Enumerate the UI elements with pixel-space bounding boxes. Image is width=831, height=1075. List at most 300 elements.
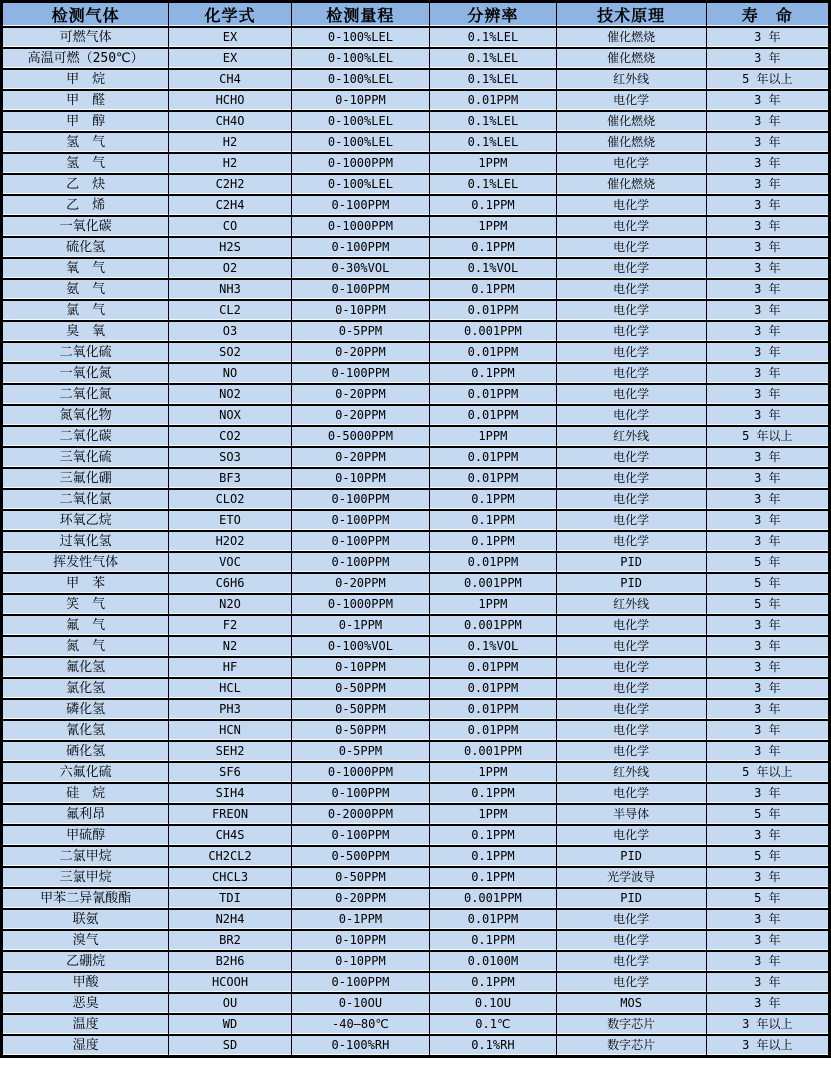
range-cell: 0-10PPM [291, 300, 429, 321]
lifespan-cell: 3 年以上 [706, 1014, 829, 1035]
principle-cell: 催化燃烧 [556, 132, 706, 153]
formula-cell: ETO [169, 510, 292, 531]
range-cell: 0-10PPM [291, 468, 429, 489]
table-row [2, 615, 830, 636]
gas-name-cell: 高温可燃（250℃） [2, 48, 169, 69]
gas-name-cell: 湿度 [2, 1035, 169, 1057]
table-row [2, 447, 830, 468]
range-cell: 0-1000PPM [291, 216, 429, 237]
lifespan-cell: 3 年 [706, 132, 829, 153]
lifespan-cell: 5 年以上 [706, 762, 829, 783]
principle-cell: PID [556, 888, 706, 909]
gas-name-cell: 一氧化碳 [2, 216, 169, 237]
formula-cell: O2 [169, 258, 292, 279]
gas-name-cell: 过氧化氢 [2, 531, 169, 552]
resolution-cell: 0.01PPM [430, 657, 557, 678]
range-cell: 0-2000PPM [291, 804, 429, 825]
resolution-cell: 0.1%LEL [430, 69, 557, 90]
gas-name-cell: 联氨 [2, 909, 169, 930]
principle-cell: 电化学 [556, 909, 706, 930]
formula-cell: TDI [169, 888, 292, 909]
gas-name-cell: 氯 气 [2, 300, 169, 321]
lifespan-cell: 3 年 [706, 993, 829, 1014]
formula-cell: H2 [169, 132, 292, 153]
table-row [2, 384, 830, 405]
table-row [2, 342, 830, 363]
resolution-cell: 1PPM [430, 426, 557, 447]
table-row [2, 762, 830, 783]
lifespan-cell: 5 年 [706, 804, 829, 825]
lifespan-cell: 3 年 [706, 405, 829, 426]
lifespan-cell: 3 年 [706, 951, 829, 972]
lifespan-cell: 3 年 [706, 174, 829, 195]
range-cell: 0-50PPM [291, 867, 429, 888]
formula-cell: NH3 [169, 279, 292, 300]
formula-cell: CH4S [169, 825, 292, 846]
resolution-cell: 0.1%VOL [430, 636, 557, 657]
principle-cell: 电化学 [556, 825, 706, 846]
resolution-cell: 0.1PPM [430, 972, 557, 993]
resolution-cell: 0.01PPM [430, 678, 557, 699]
column-header-resolution: 分辨率 [430, 2, 557, 28]
range-cell: 0-1000PPM [291, 594, 429, 615]
lifespan-cell: 3 年 [706, 90, 829, 111]
gas-name-cell: 乙 烯 [2, 195, 169, 216]
table-row [2, 699, 830, 720]
table-row [2, 930, 830, 951]
gas-name-cell: 甲酸 [2, 972, 169, 993]
table-row [2, 258, 830, 279]
principle-cell: 电化学 [556, 153, 706, 174]
principle-cell: 红外线 [556, 762, 706, 783]
principle-cell: 电化学 [556, 699, 706, 720]
lifespan-cell: 3 年 [706, 867, 829, 888]
lifespan-cell: 3 年 [706, 909, 829, 930]
range-cell: 0-100PPM [291, 195, 429, 216]
formula-cell: CH4 [169, 69, 292, 90]
table-row [2, 216, 830, 237]
range-cell: 0-20PPM [291, 573, 429, 594]
range-cell: 0-50PPM [291, 678, 429, 699]
range-cell: 0-1PPM [291, 615, 429, 636]
resolution-cell: 0.01PPM [430, 384, 557, 405]
range-cell: 0-100PPM [291, 510, 429, 531]
gas-name-cell: 可燃气体 [2, 27, 169, 48]
resolution-cell: 0.01PPM [430, 699, 557, 720]
range-cell: 0-20PPM [291, 342, 429, 363]
resolution-cell: 0.1PPM [430, 531, 557, 552]
lifespan-cell: 3 年 [706, 384, 829, 405]
formula-cell: BR2 [169, 930, 292, 951]
table-row [2, 132, 830, 153]
principle-cell: 电化学 [556, 363, 706, 384]
formula-cell: H2S [169, 237, 292, 258]
table-row [2, 90, 830, 111]
table-row [2, 972, 830, 993]
lifespan-cell: 3 年 [706, 510, 829, 531]
resolution-cell: 0.1PPM [430, 867, 557, 888]
lifespan-cell: 3 年 [706, 678, 829, 699]
formula-cell: C2H4 [169, 195, 292, 216]
formula-cell: EX [169, 48, 292, 69]
principle-cell: 电化学 [556, 468, 706, 489]
gas-name-cell: 乙 炔 [2, 174, 169, 195]
gas-name-cell: 二氧化氮 [2, 384, 169, 405]
gas-name-cell: 甲 苯 [2, 573, 169, 594]
principle-cell: 电化学 [556, 510, 706, 531]
lifespan-cell: 3 年 [706, 741, 829, 762]
lifespan-cell: 3 年 [706, 720, 829, 741]
resolution-cell: 1PPM [430, 762, 557, 783]
column-header-gas-name: 检测气体 [2, 2, 169, 28]
resolution-cell: 0.001PPM [430, 888, 557, 909]
formula-cell: CO [169, 216, 292, 237]
lifespan-cell: 3 年 [706, 489, 829, 510]
principle-cell: 红外线 [556, 594, 706, 615]
range-cell: 0-1PPM [291, 909, 429, 930]
formula-cell: CLO2 [169, 489, 292, 510]
resolution-cell: 0.1%LEL [430, 27, 557, 48]
gas-name-cell: 氧 气 [2, 258, 169, 279]
principle-cell: 电化学 [556, 195, 706, 216]
formula-cell: N2H4 [169, 909, 292, 930]
resolution-cell: 0.01PPM [430, 468, 557, 489]
lifespan-cell: 5 年 [706, 594, 829, 615]
table-row [2, 321, 830, 342]
principle-cell: 催化燃烧 [556, 48, 706, 69]
lifespan-cell: 3 年 [706, 321, 829, 342]
range-cell: 0-30%VOL [291, 258, 429, 279]
formula-cell: H2 [169, 153, 292, 174]
formula-cell: CH2CL2 [169, 846, 292, 867]
gas-name-cell: 氰化氢 [2, 720, 169, 741]
table-row [2, 594, 830, 615]
header-row [2, 2, 830, 28]
lifespan-cell: 3 年 [706, 825, 829, 846]
range-cell: 0-10PPM [291, 930, 429, 951]
gas-name-cell: 氟 气 [2, 615, 169, 636]
principle-cell: 电化学 [556, 342, 706, 363]
principle-cell: 光学波导 [556, 867, 706, 888]
gas-name-cell: 乙硼烷 [2, 951, 169, 972]
lifespan-cell: 3 年 [706, 279, 829, 300]
table-row [2, 489, 830, 510]
lifespan-cell: 5 年 [706, 846, 829, 867]
gas-name-cell: 氮氧化物 [2, 405, 169, 426]
range-cell: 0-20PPM [291, 405, 429, 426]
lifespan-cell: 3 年 [706, 447, 829, 468]
range-cell: 0-100PPM [291, 552, 429, 573]
range-cell: 0-1000PPM [291, 762, 429, 783]
gas-name-cell: 硒化氢 [2, 741, 169, 762]
formula-cell: CL2 [169, 300, 292, 321]
table-row [2, 195, 830, 216]
resolution-cell: 0.1PPM [430, 489, 557, 510]
resolution-cell: 0.01PPM [430, 447, 557, 468]
resolution-cell: 0.1%LEL [430, 174, 557, 195]
gas-name-cell: 二氧化碳 [2, 426, 169, 447]
resolution-cell: 0.01PPM [430, 909, 557, 930]
principle-cell: 电化学 [556, 405, 706, 426]
range-cell: 0-10PPM [291, 951, 429, 972]
range-cell: 0-20PPM [291, 384, 429, 405]
gas-name-cell: 温度 [2, 1014, 169, 1035]
range-cell: 0-100PPM [291, 237, 429, 258]
formula-cell: NOX [169, 405, 292, 426]
table-row [2, 867, 830, 888]
principle-cell: 电化学 [556, 216, 706, 237]
table-row [2, 1035, 830, 1057]
range-cell: 0-5PPM [291, 321, 429, 342]
resolution-cell: 0.1PPM [430, 783, 557, 804]
table-row [2, 363, 830, 384]
lifespan-cell: 3 年 [706, 531, 829, 552]
resolution-cell: 0.1%LEL [430, 111, 557, 132]
lifespan-cell: 3 年 [706, 636, 829, 657]
range-cell: 0-20PPM [291, 447, 429, 468]
resolution-cell: 0.1℃ [430, 1014, 557, 1035]
formula-cell: F2 [169, 615, 292, 636]
gas-name-cell: 氨 气 [2, 279, 169, 300]
resolution-cell: 0.001PPM [430, 741, 557, 762]
formula-cell: HF [169, 657, 292, 678]
range-cell: 0-100PPM [291, 279, 429, 300]
resolution-cell: 0.1PPM [430, 195, 557, 216]
principle-cell: PID [556, 573, 706, 594]
gas-name-cell: 六氟化硫 [2, 762, 169, 783]
gas-name-cell: 氮 气 [2, 636, 169, 657]
table-row [2, 552, 830, 573]
gas-name-cell: 甲硫醇 [2, 825, 169, 846]
principle-cell: 红外线 [556, 426, 706, 447]
table-row [2, 993, 830, 1014]
principle-cell: 电化学 [556, 678, 706, 699]
gas-name-cell: 环氧乙烷 [2, 510, 169, 531]
table-row [2, 951, 830, 972]
principle-cell: 电化学 [556, 741, 706, 762]
formula-cell: N2O [169, 594, 292, 615]
formula-cell: C2H2 [169, 174, 292, 195]
gas-name-cell: 甲苯二异氰酸酯 [2, 888, 169, 909]
resolution-cell: 0.1PPM [430, 363, 557, 384]
formula-cell: WD [169, 1014, 292, 1035]
range-cell: 0-100PPM [291, 489, 429, 510]
principle-cell: 电化学 [556, 384, 706, 405]
formula-cell: OU [169, 993, 292, 1014]
lifespan-cell: 5 年 [706, 573, 829, 594]
range-cell: 0-100%LEL [291, 69, 429, 90]
gas-name-cell: 二氧化硫 [2, 342, 169, 363]
range-cell: 0-50PPM [291, 699, 429, 720]
principle-cell: 电化学 [556, 279, 706, 300]
formula-cell: VOC [169, 552, 292, 573]
principle-cell: 电化学 [556, 972, 706, 993]
lifespan-cell: 3 年 [706, 363, 829, 384]
gas-name-cell: 二氧化氯 [2, 489, 169, 510]
principle-cell: 数字芯片 [556, 1035, 706, 1057]
table-row [2, 27, 830, 48]
resolution-cell: 0.001PPM [430, 573, 557, 594]
range-cell: 0-1000PPM [291, 153, 429, 174]
resolution-cell: 0.01PPM [430, 405, 557, 426]
resolution-cell: 0.001PPM [430, 615, 557, 636]
table-row [2, 510, 830, 531]
range-cell: 0-100%RH [291, 1035, 429, 1057]
gas-name-cell: 硫化氢 [2, 237, 169, 258]
principle-cell: PID [556, 846, 706, 867]
table-row [2, 69, 830, 90]
table-row [2, 153, 830, 174]
formula-cell: CHCL3 [169, 867, 292, 888]
principle-cell: 电化学 [556, 321, 706, 342]
table-row [2, 888, 830, 909]
table-header [2, 2, 830, 28]
principle-cell: 电化学 [556, 447, 706, 468]
gas-name-cell: 甲 醇 [2, 111, 169, 132]
table-row [2, 825, 830, 846]
gas-name-cell: 氯化氢 [2, 678, 169, 699]
range-cell: 0-100%LEL [291, 48, 429, 69]
lifespan-cell: 3 年 [706, 111, 829, 132]
table-row [2, 720, 830, 741]
formula-cell: EX [169, 27, 292, 48]
resolution-cell: 0.1PPM [430, 930, 557, 951]
lifespan-cell: 3 年 [706, 972, 829, 993]
lifespan-cell: 5 年 [706, 552, 829, 573]
gas-name-cell: 甲 烷 [2, 69, 169, 90]
resolution-cell: 1PPM [430, 153, 557, 174]
principle-cell: 电化学 [556, 615, 706, 636]
principle-cell: 电化学 [556, 930, 706, 951]
lifespan-cell: 3 年 [706, 468, 829, 489]
formula-cell: CO2 [169, 426, 292, 447]
gas-name-cell: 一氧化氮 [2, 363, 169, 384]
principle-cell: 电化学 [556, 657, 706, 678]
principle-cell: 半导体 [556, 804, 706, 825]
lifespan-cell: 3 年 [706, 300, 829, 321]
principle-cell: 电化学 [556, 300, 706, 321]
table-row [2, 174, 830, 195]
formula-cell: HCL [169, 678, 292, 699]
formula-cell: N2 [169, 636, 292, 657]
column-header-lifespan: 寿 命 [706, 2, 829, 28]
table-row [2, 636, 830, 657]
formula-cell: SF6 [169, 762, 292, 783]
range-cell: -40—80℃ [291, 1014, 429, 1035]
resolution-cell: 0.1PPM [430, 846, 557, 867]
resolution-cell: 0.1PPM [430, 510, 557, 531]
principle-cell: 红外线 [556, 69, 706, 90]
column-header-formula: 化学式 [169, 2, 292, 28]
resolution-cell: 0.01PPM [430, 342, 557, 363]
gas-name-cell: 甲 醛 [2, 90, 169, 111]
range-cell: 0-10OU [291, 993, 429, 1014]
formula-cell: O3 [169, 321, 292, 342]
principle-cell: 数字芯片 [556, 1014, 706, 1035]
range-cell: 0-100%LEL [291, 111, 429, 132]
principle-cell: 电化学 [556, 258, 706, 279]
table-row [2, 531, 830, 552]
principle-cell: 电化学 [556, 237, 706, 258]
resolution-cell: 0.1%LEL [430, 48, 557, 69]
formula-cell: PH3 [169, 699, 292, 720]
lifespan-cell: 3 年 [706, 237, 829, 258]
formula-cell: C6H6 [169, 573, 292, 594]
range-cell: 0-20PPM [291, 888, 429, 909]
table-row [2, 300, 830, 321]
range-cell: 0-100PPM [291, 531, 429, 552]
table-row [2, 741, 830, 762]
formula-cell: B2H6 [169, 951, 292, 972]
range-cell: 0-10PPM [291, 657, 429, 678]
gas-name-cell: 氢 气 [2, 153, 169, 174]
lifespan-cell: 3 年 [706, 930, 829, 951]
formula-cell: NO [169, 363, 292, 384]
resolution-cell: 0.01PPM [430, 720, 557, 741]
principle-cell: 电化学 [556, 489, 706, 510]
column-header-principle: 技术原理 [556, 2, 706, 28]
formula-cell: HCOOH [169, 972, 292, 993]
resolution-cell: 0.01PPM [430, 300, 557, 321]
range-cell: 0-100%LEL [291, 174, 429, 195]
resolution-cell: 0.1%RH [430, 1035, 557, 1057]
resolution-cell: 0.0100M [430, 951, 557, 972]
table-row [2, 48, 830, 69]
table-row [2, 468, 830, 489]
range-cell: 0-100PPM [291, 972, 429, 993]
lifespan-cell: 5 年以上 [706, 426, 829, 447]
range-cell: 0-5PPM [291, 741, 429, 762]
formula-cell: FREON [169, 804, 292, 825]
gas-name-cell: 硅 烷 [2, 783, 169, 804]
gas-name-cell: 三氟化硼 [2, 468, 169, 489]
table-row [2, 1014, 830, 1035]
table-row [2, 279, 830, 300]
gas-name-cell: 三氧化硫 [2, 447, 169, 468]
principle-cell: MOS [556, 993, 706, 1014]
gas-name-cell: 三氯甲烷 [2, 867, 169, 888]
principle-cell: 电化学 [556, 90, 706, 111]
resolution-cell: 0.01PPM [430, 552, 557, 573]
table-row [2, 405, 830, 426]
formula-cell: SO2 [169, 342, 292, 363]
formula-cell: CH4O [169, 111, 292, 132]
table-row [2, 573, 830, 594]
principle-cell: PID [556, 552, 706, 573]
principle-cell: 催化燃烧 [556, 27, 706, 48]
range-cell: 0-100%LEL [291, 132, 429, 153]
gas-name-cell: 氟利昂 [2, 804, 169, 825]
lifespan-cell: 3 年 [706, 216, 829, 237]
resolution-cell: 0.1PPM [430, 279, 557, 300]
table-body [2, 27, 830, 1057]
formula-cell: HCHO [169, 90, 292, 111]
range-cell: 0-100%LEL [291, 27, 429, 48]
resolution-cell: 1PPM [430, 216, 557, 237]
lifespan-cell: 3 年 [706, 699, 829, 720]
lifespan-cell: 3 年 [706, 195, 829, 216]
table-row [2, 804, 830, 825]
gas-name-cell: 溴气 [2, 930, 169, 951]
formula-cell: NO2 [169, 384, 292, 405]
lifespan-cell: 3 年 [706, 615, 829, 636]
gas-name-cell: 氟化氢 [2, 657, 169, 678]
gas-name-cell: 氢 气 [2, 132, 169, 153]
formula-cell: H2O2 [169, 531, 292, 552]
lifespan-cell: 5 年以上 [706, 69, 829, 90]
table-row [2, 846, 830, 867]
table-row [2, 783, 830, 804]
